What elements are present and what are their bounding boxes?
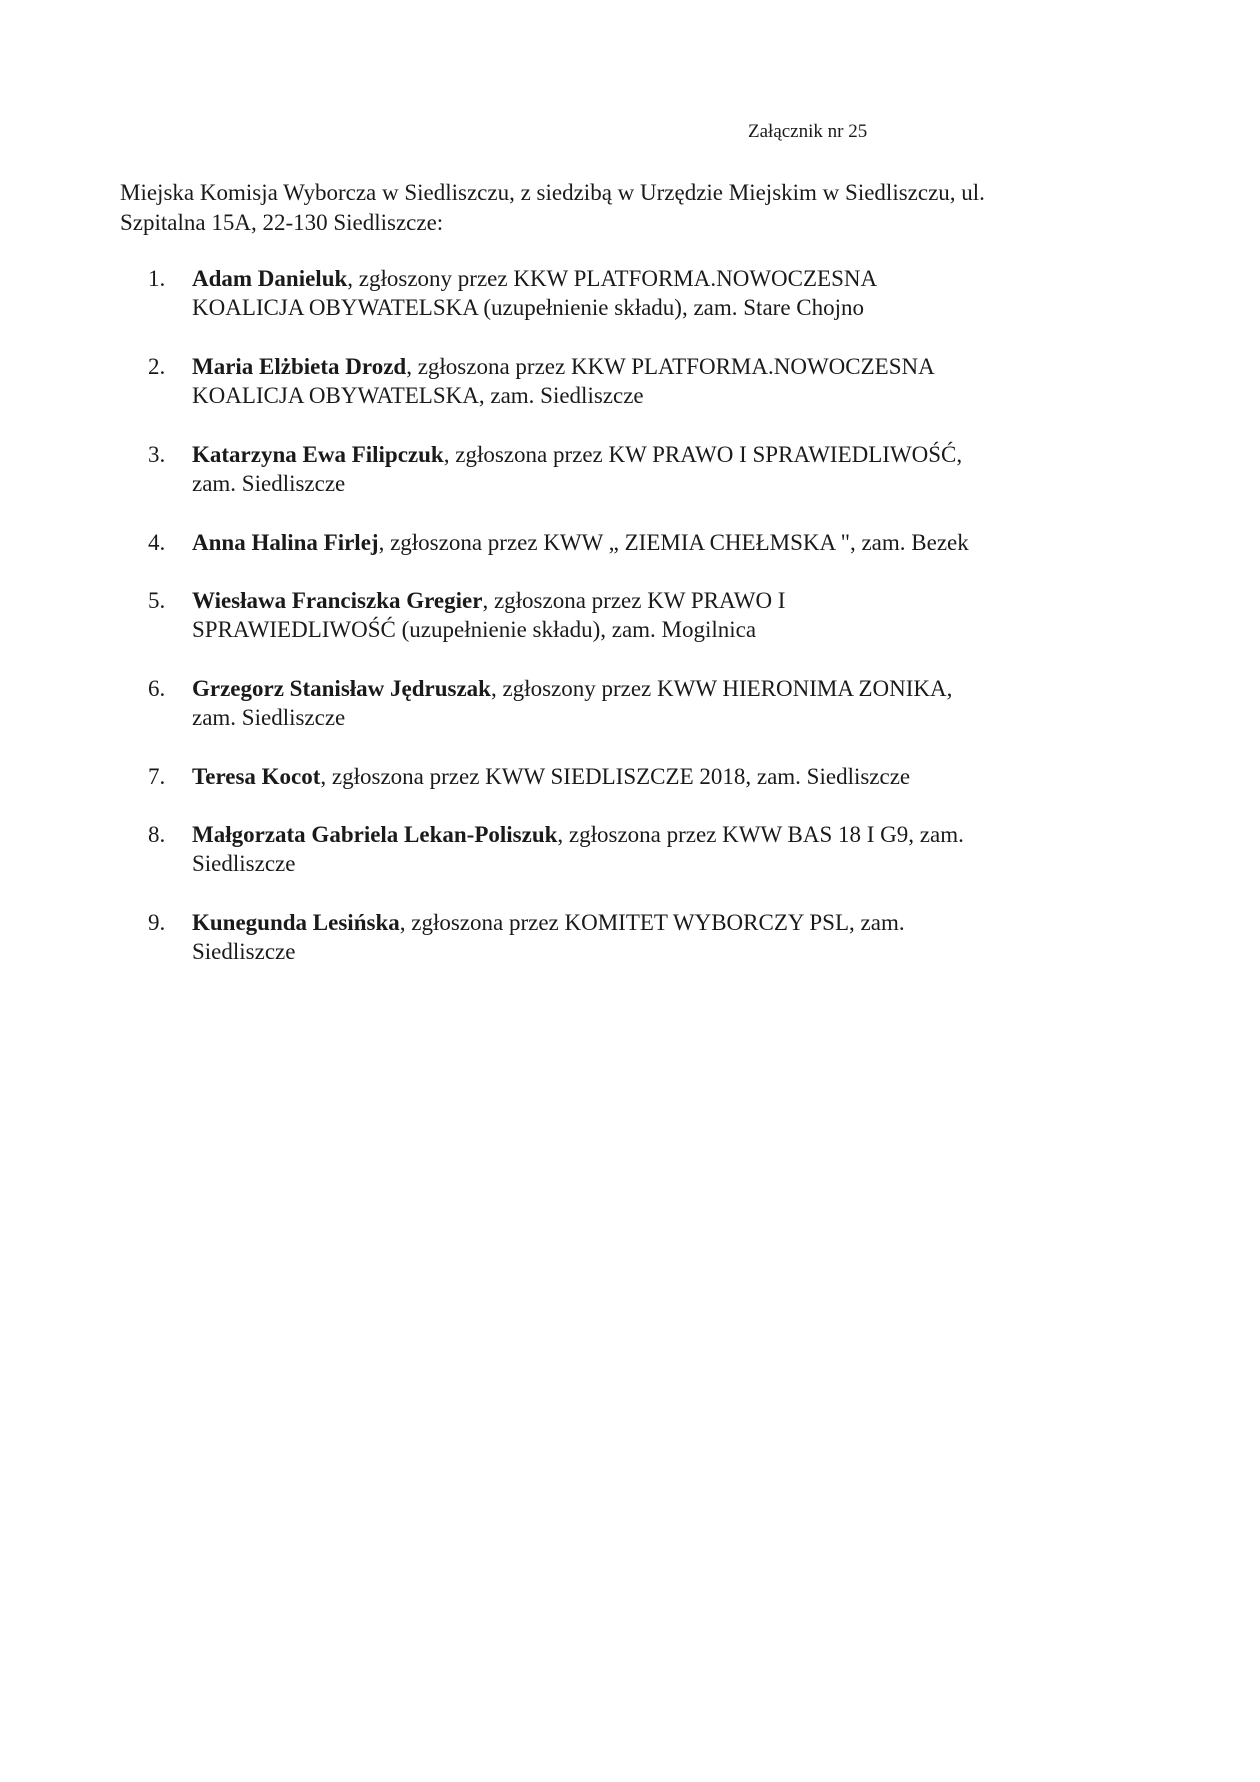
list-item-line bbox=[192, 762, 1092, 791]
list-item-line: zam. Siedliszcze bbox=[192, 471, 346, 496]
list-item-line: SPRAWIEDLIWOŚĆ (uzupełnienie składu), zam. Mogilnica bbox=[192, 617, 757, 642]
member-details: , zgłoszona przez KWW BAS 18 I G9, zam. bbox=[557, 822, 964, 847]
annex-label: Załącznik nr 25 bbox=[748, 121, 868, 142]
list-item-line: Siedliszcze bbox=[192, 939, 296, 964]
intro-line: Szpitalna 15A, 22-130 Siedliszcze: bbox=[120, 210, 444, 235]
list-item-line: zam. Siedliszcze bbox=[192, 705, 346, 730]
member-details: , zgłoszona przez KW PRAWO I SPRAWIEDLIWOŚĆ, bbox=[443, 442, 963, 467]
member-name: Grzegorz Stanisław Jędruszak bbox=[192, 676, 491, 701]
intro-line: Miejska Komisja Wyborcza w Siedliszczu, z siedzibą w Urzędzie Miejskim w Siedliszczu, ul. bbox=[120, 180, 985, 205]
member-details: , zgłoszona przez KKW PLATFORMA.NOWOCZESNA bbox=[406, 354, 935, 379]
list-item-text bbox=[192, 264, 1092, 322]
member-name: Adam Danieluk bbox=[192, 266, 348, 291]
list-item-number: 6. bbox=[148, 676, 166, 701]
list-item-number: 2. bbox=[148, 354, 166, 379]
list-item-line: KOALICJA OBYWATELSKA, zam. Siedliszcze bbox=[192, 383, 644, 408]
list-item-number: 1. bbox=[148, 266, 166, 291]
member-name: Kunegunda Lesińska bbox=[192, 910, 400, 935]
member-details: , zgłoszona przez KOMITET WYBORCZY PSL, zam. bbox=[399, 910, 905, 935]
member-name: Anna Halina Firlej bbox=[192, 530, 379, 555]
list-item-text bbox=[192, 528, 1092, 557]
list-item-line bbox=[192, 528, 1092, 557]
list-item-text bbox=[192, 908, 1092, 966]
list-item-line: Siedliszcze bbox=[192, 851, 296, 876]
list-item-text bbox=[192, 762, 1092, 791]
list-item-number: 3. bbox=[148, 442, 166, 467]
intro-paragraph bbox=[120, 178, 1100, 238]
list-item-text bbox=[192, 674, 1092, 732]
list-item-number: 5. bbox=[148, 588, 166, 613]
member-details: , zgłoszony przez KKW PLATFORMA.NOWOCZESNA bbox=[347, 266, 878, 291]
list-item-line bbox=[192, 352, 1092, 381]
list-item-text bbox=[192, 440, 1092, 498]
member-details: , zgłoszona przez KWW SIEDLISZCZE 2018, zam. Siedliszcze bbox=[320, 764, 911, 789]
member-name: Maria Elżbieta Drozd bbox=[192, 354, 407, 379]
list-item-line bbox=[192, 908, 1092, 937]
list-item-text bbox=[192, 820, 1092, 878]
list-item-line bbox=[192, 820, 1092, 849]
list-item-line bbox=[192, 264, 1092, 293]
list-item-line: KOALICJA OBYWATELSKA (uzupełnienie składu), zam. Stare Chojno bbox=[192, 295, 865, 320]
list-item-line bbox=[192, 674, 1092, 703]
list-item-number: 9. bbox=[148, 910, 166, 935]
member-details: , zgłoszona przez KW PRAWO I bbox=[482, 588, 786, 613]
list-item-number: 7. bbox=[148, 764, 166, 789]
list-item-text bbox=[192, 586, 1092, 644]
list-item-line bbox=[192, 440, 1092, 469]
member-name: Teresa Kocot bbox=[192, 764, 321, 789]
list-item-number: 4. bbox=[148, 530, 166, 555]
member-details: , zgłoszony przez KWW HIERONIMA ZONIKA, bbox=[490, 676, 953, 701]
member-name: Małgorzata Gabriela Lekan-Poliszuk bbox=[192, 822, 558, 847]
member-name: Wiesława Franciszka Gregier bbox=[192, 588, 483, 613]
list-item-line bbox=[192, 586, 1092, 615]
member-details: , zgłoszona przez KWW „ ZIEMIA CHEŁMSKA ", zam. Bezek bbox=[378, 530, 969, 555]
list-item-number: 8. bbox=[148, 822, 166, 847]
member-name: Katarzyna Ewa Filipczuk bbox=[192, 442, 444, 467]
list-item-text bbox=[192, 352, 1092, 410]
